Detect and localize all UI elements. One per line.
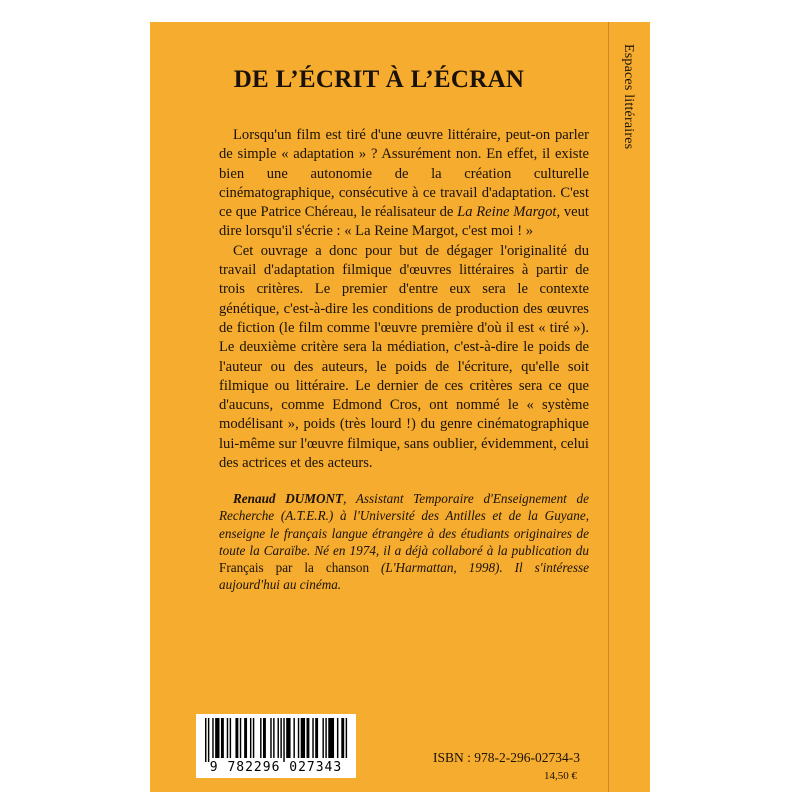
barcode-bar	[270, 718, 271, 758]
barcode-bar	[293, 718, 294, 758]
author-bio-end: (L'Harmattan, 1998). Il s'intéresse aujourd'hui au cinéma.	[219, 560, 589, 593]
book-title: DE L’ÉCRIT À L’ÉCRAN	[233, 66, 525, 93]
author-name: Renaud DUMONT	[233, 491, 344, 506]
barcode-bar	[278, 718, 279, 758]
barcode	[196, 714, 356, 778]
barcode-bar	[315, 718, 318, 758]
barcode-bar	[244, 718, 247, 758]
barcode-bar	[307, 718, 310, 758]
barcode-bar	[337, 718, 338, 758]
barcode-bar	[221, 718, 224, 758]
author-bio-start: , Assistant Temporaire d'Enseignement de Recherche (A.T.E.R.) à l'Université des Antilles et de la Guyane, enseigne le français langue étrangère à des étudiants originaires de toute la Caraïbe. Né en 1974, il a déjà collaboré à la publication du	[219, 491, 589, 558]
barcode-bar	[240, 718, 241, 758]
price: 14,50 €	[544, 770, 577, 782]
barcode-bar	[208, 718, 209, 762]
barcode-bar	[205, 718, 206, 762]
barcode-bar	[227, 718, 228, 758]
barcode-bar	[298, 718, 299, 758]
barcode-bar	[312, 718, 313, 758]
series-label: Espaces littéraires	[621, 44, 636, 150]
barcode-bar	[235, 718, 238, 758]
barcode-bar	[263, 718, 266, 758]
barcode-bar	[322, 718, 323, 758]
barcode-bar	[280, 718, 281, 758]
barcode-bar	[253, 718, 254, 758]
barcode-bar	[283, 718, 284, 762]
barcode-digits: 9 782296 027343	[209, 760, 343, 775]
isbn: ISBN : 978-2-296-02734-3	[433, 750, 580, 765]
book-back-cover	[150, 22, 650, 792]
barcode-bar	[286, 718, 290, 758]
author-book-title: Français par la chanson	[219, 560, 370, 576]
barcode-bar	[250, 718, 251, 758]
blurb-p1-start: Lorsqu'un film est tiré d'une œuvre littéraire, peut-on parler de simple « adaptation » ? Assurément non. En effet, il existe bien une autonomie de la création culturelle cinématographique, consécutive à ce travail d'adaptation. C'est ce que Patrice Chéreau, le réalisateur de	[219, 127, 589, 221]
barcode-bar	[341, 718, 344, 758]
barcode-bar	[230, 718, 231, 758]
blurb-paragraph-1	[219, 126, 589, 242]
spine-divider	[608, 22, 609, 792]
barcode-bar	[260, 718, 261, 758]
barcode-bar	[301, 718, 305, 758]
barcode-bar	[273, 718, 274, 758]
blurb	[219, 126, 589, 473]
barcode-bar	[328, 718, 334, 758]
author-bio	[219, 490, 589, 594]
barcode-bar	[215, 718, 219, 758]
blurb-p1-end: veut dire lorsqu'il s'écrie : « La Reine Margot, c'est moi ! »	[219, 204, 589, 240]
blurb-paragraph-2: Cet ouvrage a donc pour but de dégager l'originalité du travail d'adaptation filmique d'œuvres littéraires à partir de trois critères. Le premier d'entre eux sera le contexte génétique, c'est-à-dire les conditions de production des œuvres de fiction (le film comme l'œuvre première d'où il est « tiré »). Le deuxième critère sera la médiation, c'est-à-dire le poids de l'auteur ou des auteurs, le poids de l'écriture, qu'elle soit filmique ou littéraire. Le dernier de ces critères sera ce que d'aucuns, comme Edmond Cros, ont nommé le « système modélisant », poids (très lourd !) du genre cinématographique lui-même sur l'œuvre filmique, sans oublier, évidemment, celui des actrices et des acteurs.	[219, 242, 589, 472]
barcode-bar	[346, 718, 347, 758]
barcode-bar	[212, 718, 213, 758]
barcode-bar	[325, 718, 326, 758]
barcode-bars	[203, 718, 349, 762]
film-title: La Reine Margot,	[457, 204, 561, 221]
